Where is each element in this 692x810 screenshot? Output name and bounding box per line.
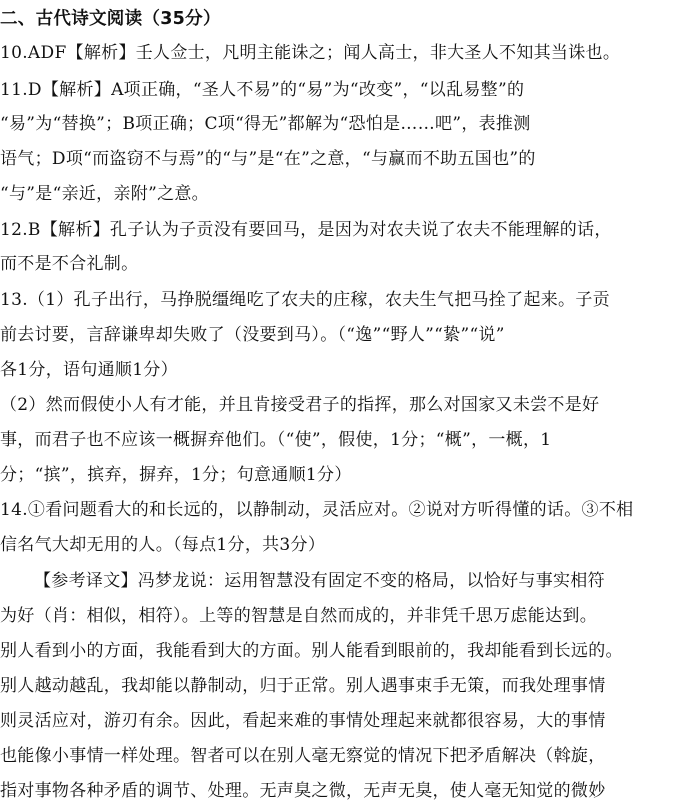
text-line: 各1分，语句通顺1分） [0, 360, 178, 380]
text-line: 信名气大却无用的人。（每点1分，共3分） [0, 535, 326, 555]
text-line: 指对事物各种矛盾的调节、处理。无声臭之微，无声无臭，使人毫无知觉的微妙 [0, 781, 606, 801]
text-line: 而不是不合礼制。 [0, 254, 139, 274]
text-line: 为好（肖：相似，相符）。上等的智慧是自然而成的，并非凭千思万虑能达到。 [0, 606, 597, 626]
text-line: 11.D【解析】A项正确，“圣人不易”的“易”为“改变”，“以乱易整”的 [0, 80, 525, 100]
text-line: 事，而君子也不应该一概摒弃他们。（“使”，假使，1分；“概”，一概，1 [0, 430, 552, 450]
text-line: （2）然而假使小人有才能，并且肯接受君子的指挥，那么对国家又未尝不是好 [0, 395, 600, 415]
text-line: 则灵活应对，游刃有余。因此，看起来难的事情处理起来就都很容易，大的事情 [0, 711, 606, 731]
text-line: “易”为“替换”；B项正确；C项“得无”都解为“恐怕是……吧”，表推测 [0, 114, 531, 134]
text-line: 10.ADF【解析】壬人佥士，凡明主能诛之；闻人高士，非大圣人不知其当诛也。 [0, 43, 621, 63]
section-title: 二、古代诗文阅读（35分） [0, 9, 221, 29]
text-line: 12.B【解析】孔子认为子贡没有要回马，是因为对农夫说了农夫不能理解的话， [0, 220, 612, 240]
text-line: 14.①看问题看大的和长远的，以静制动，灵活应对。②说对方听得懂的话。③不相 [0, 500, 634, 520]
text-line: 也能像小事情一样处理。智者可以在别人毫无察觉的情况下把矛盾解决（斡旋， [0, 746, 606, 766]
text-line: 语气；D项“而盗窃不与焉”的“与”是“在”之意，“与赢而不助五国也”的 [0, 149, 536, 169]
text-line: 别人越动越乱，我却能以静制动，归于正常。别人遇事束手无策，而我处理事情 [0, 676, 606, 696]
text-line: “与”是“亲近，亲附”之意。 [0, 184, 209, 204]
text-line: 分；“摈”，摈弃，摒弃，1分；句意通顺1分） [0, 465, 352, 485]
text-line: 前去讨要，言辞谦卑却失败了（没要到马）。（“逸”“野人”“絷”“说” [0, 325, 505, 345]
text-line: 13.（1）孔子出行，马挣脱缰绳吃了农夫的庄稼，农夫生气把马拴了起来。子贡 [0, 290, 610, 310]
text-line: 别人看到小的方面，我能看到大的方面。别人能看到眼前的，我却能看到长远的。 [0, 641, 623, 661]
text-line: 【参考译文】冯梦龙说：运用智慧没有固定不变的格局，以恰好与事实相符 [34, 571, 605, 591]
